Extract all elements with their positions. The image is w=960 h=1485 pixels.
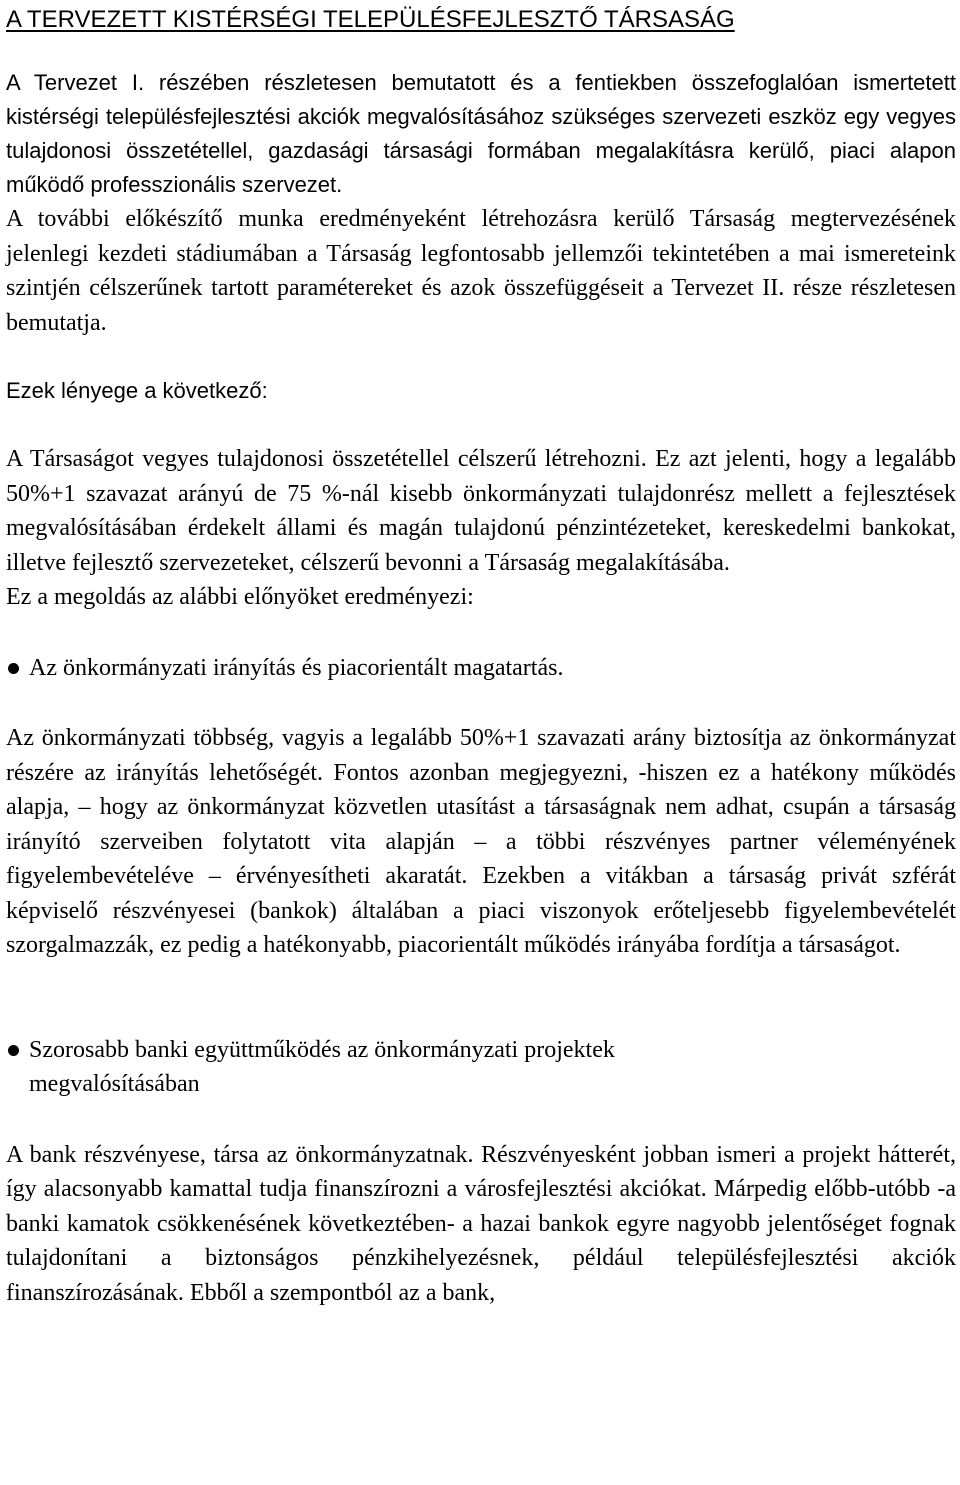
bullet-item-bank-cooperation bbox=[6, 1033, 956, 1102]
spacer bbox=[6, 408, 956, 442]
advantages-lead: Ez a megoldás az alábbi előnyöket eredményezi: bbox=[6, 584, 474, 610]
spacer bbox=[6, 963, 956, 1033]
bullet-text: Szorosabb banki együttműködés az önkormányzati projektek megvalósításában bbox=[29, 1036, 615, 1097]
ownership-paragraph: A Társaságot vegyes tulajdonosi összetétellel célszerű létrehozni. Ez azt jelenti, hogy a legalább 50%+1 szavazat arányú de 75 %-nál kisebb önkormányzati tulajdonrész mellett a fejlesztések megvalósításában érdekelt állami és magán tulajdonú pénzintézeteket, kereskedelmi bankokat, illetve fejlesztő szervezeteket, célszerű bevonni a Társaság megalakításába. bbox=[6, 446, 956, 576]
document-heading: A TERVEZETT KISTÉRSÉGI TELEPÜLÉSFEJLESZTŐ TÁRSASÁG bbox=[6, 6, 735, 33]
bullet-icon bbox=[8, 663, 19, 674]
bullet-icon bbox=[8, 1045, 19, 1056]
spacer bbox=[6, 340, 956, 374]
preparation-paragraph: A további előkészítő munka eredményeként létrehozásra kerülő Társaság megtervezésének jelenlegi kezdeti stádiumában a Társaság legfontosabb jellemzői tekintetében a mai ismereteink szintjén célszerűnek tartott paramétereket és azok összefüggéseit a Tervezet II. része részletesen bemutatja. bbox=[6, 206, 956, 336]
intro-paragraph: A Tervezet I. részében részletesen bemutatott és a fentiekben összefoglalóan ismertetett kistérségi településfejlesztési akciók megvalósításához szükséges szervezeti eszköz egy vegyes tulajdonosi összetétellel, gazdasági társasági formában megalakításra kerülő, piaci alapon működő professzionális szervezet. bbox=[6, 70, 956, 197]
document-page bbox=[6, 0, 956, 1310]
bullet-text: Az önkormányzati irányítás és piacorientált magatartás. bbox=[29, 654, 564, 681]
bank-paragraph: A bank részvényese, társa az önkormányzatnak. Részvényesként jobban ismeri a projekt hátterét, így alacsonyabb kamattal tudja finanszírozni a városfejlesztési akciókat. Márpedig előbb-utóbb -a banki kamatok csökkenésének következtében- a hazai bankok egyre nagyobb jelentőséget fognak tulajdonítani a biztonságos pénzkihelyezésnek, például településfejlesztési akciók finanszírozásának. Ebből a szempontból az a bank, bbox=[6, 1141, 956, 1306]
bullet-item-control bbox=[6, 651, 956, 686]
spacer bbox=[6, 37, 956, 66]
spacer bbox=[6, 615, 956, 651]
summary-lead: Ezek lényege a következő: bbox=[6, 378, 268, 403]
control-paragraph: Az önkormányzati többség, vagyis a legalább 50%+1 szavazati arány biztosítja az önkormányzat részére az irányítás lehetőségét. Fontos azonban megjegyezni, -hiszen ez a hatékony működés alapja, – hogy az önkormányzat közvetlen utasítást a társaságnak nem adhat, csupán a társaság irányító szerveiben folytatott vita alapján – a többi részvényes partner véleményének figyelembevételéve – érvényesítheti akaratát. Ezekben a vitákban a társaság privát szférát képviselő részvényesei (bankok) általában a piaci viszonyok erőteljesebb figyelembevételét szorgalmazzák, ez pedig a hatékonyabb, piacorientált működés irányába fordítja a társaságot. bbox=[6, 725, 956, 958]
spacer bbox=[6, 1102, 956, 1138]
spacer bbox=[6, 685, 956, 721]
